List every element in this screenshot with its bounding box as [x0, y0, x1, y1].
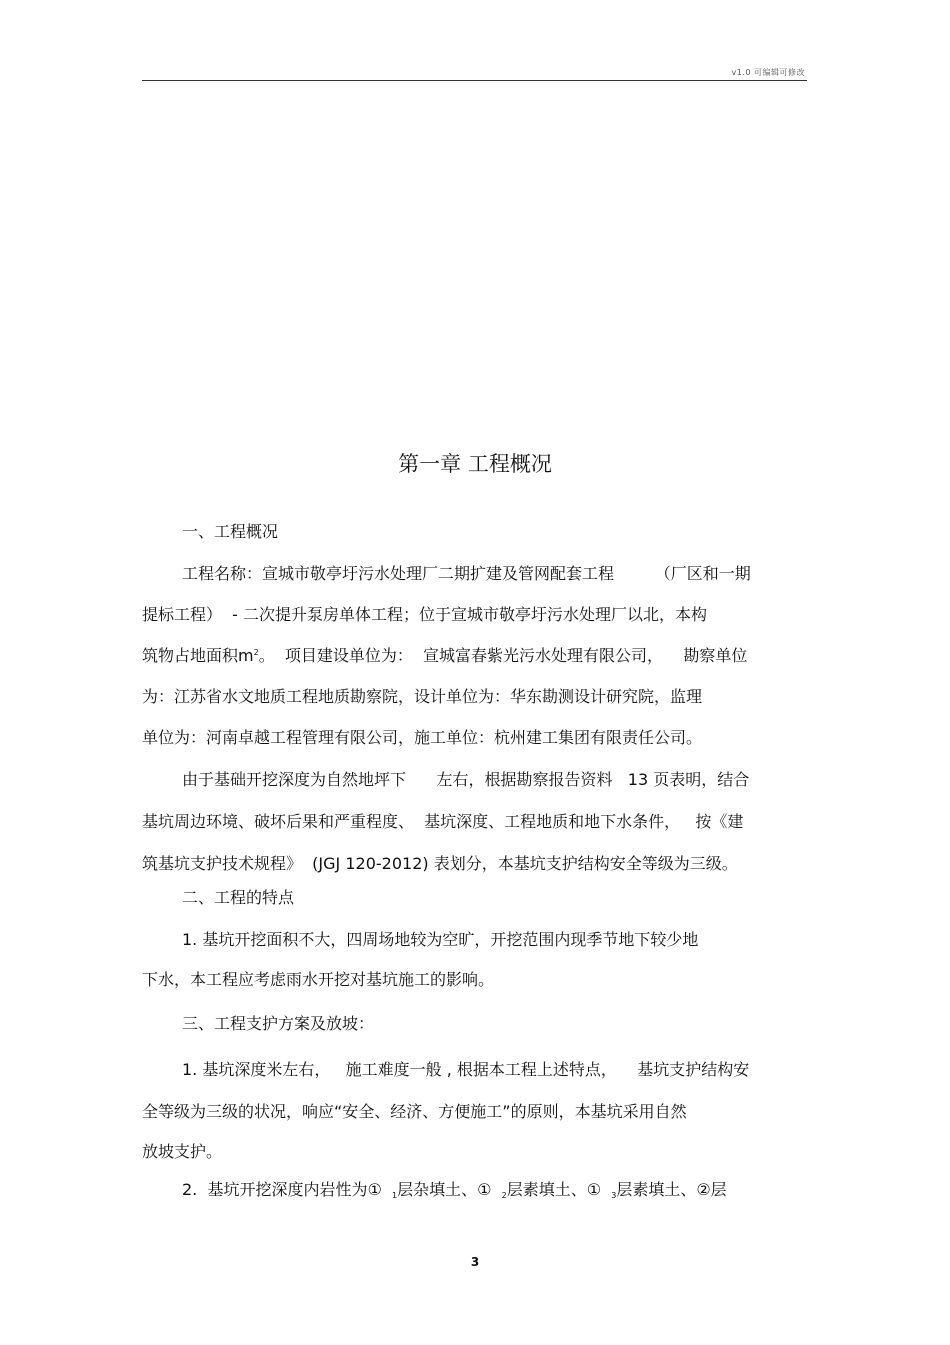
area-unit-superscript: 2 — [253, 648, 259, 657]
project-paragraph-line-4: 为：江苏省水文地质工程地质勘察院，设计单位为：华东勘测设计研究院，监理 — [142, 687, 703, 706]
strata-text-c: 层素填土、① — [506, 1180, 612, 1199]
strata-subscript-2: 2 — [501, 1191, 507, 1200]
strata-subscript-3: 3 — [611, 1191, 617, 1200]
strata-text-a: 2. 基坑开挖深度内岩性为① — [182, 1180, 392, 1199]
section-heading-support-plan: 三、工程支护方案及放坡： — [182, 1014, 375, 1033]
project-paragraph-line-2: 提标工程） - 二次提升泵房单体工程；位于宣城市敬亭圩污水处理厂以北，本构 — [142, 605, 708, 624]
section-heading-overview: 一、工程概况 — [182, 522, 279, 541]
project-paragraph-line-1: 工程名称：宣城市敬亭圩污水处理厂二期扩建及管网配套工程 （厂区和一期 — [182, 564, 751, 583]
project-paragraph-line-3 — [142, 643, 747, 666]
page-number: 3 — [470, 1255, 480, 1269]
grade-paragraph-line-2: 基坑周边环境、破坏后果和严重程度、 基坑深度、工程地质和地下水条件， 按《建 — [142, 812, 744, 831]
area-text: 筑物占地面积 — [142, 646, 239, 665]
support-paragraph-line-1: 1. 基坑深度米左右， 施工难度一般 , 根据本工程上述特点， 基坑支护结构安 — [182, 1060, 750, 1079]
area-unit: m — [238, 646, 254, 665]
header-divider — [142, 80, 807, 81]
support-paragraph-line-2: 全等级为三级的状况，响应“安全、经济、方便施工”的原则，本基坑采用自然 — [142, 1102, 687, 1121]
strata-text-d: 层素填土、②层 — [616, 1180, 727, 1199]
strata-text-b: 层杂填土、① — [397, 1180, 502, 1199]
strata-paragraph-line-1 — [182, 1177, 727, 1200]
owner-text: 。 项目建设单位为： 宣城富春紫光污水处理有限公司， 勘察单位 — [258, 646, 748, 665]
chapter-title: 第一章 工程概况 — [398, 452, 552, 476]
header-version-note: v1.0 可编辑可修改 — [731, 68, 805, 77]
project-paragraph-line-5: 单位为：河南卓越工程管理有限公司，施工单位：杭州建工集团有限责任公司。 — [142, 728, 703, 747]
support-paragraph-line-3: 放坡支护。 — [142, 1142, 223, 1161]
strata-subscript-1: 1 — [391, 1191, 398, 1200]
section-heading-features: 二、工程的特点 — [182, 888, 295, 907]
grade-paragraph-line-3: 筑基坑支护技术规程》 (JGJ 120-2012) 表划分，本基坑支护结构安全等级为三级。 — [142, 854, 738, 873]
features-paragraph-line-2: 下水，本工程应考虑雨水开挖对基坑施工的影响。 — [142, 970, 495, 989]
features-paragraph-line-1: 1. 基坑开挖面积不大，四周场地较为空旷，开挖范围内现季节地下较少地 — [182, 930, 699, 949]
grade-paragraph-line-1: 由于基础开挖深度为自然地坪下 左右，根据勘察报告资料 13 页表明，结合 — [182, 770, 750, 789]
